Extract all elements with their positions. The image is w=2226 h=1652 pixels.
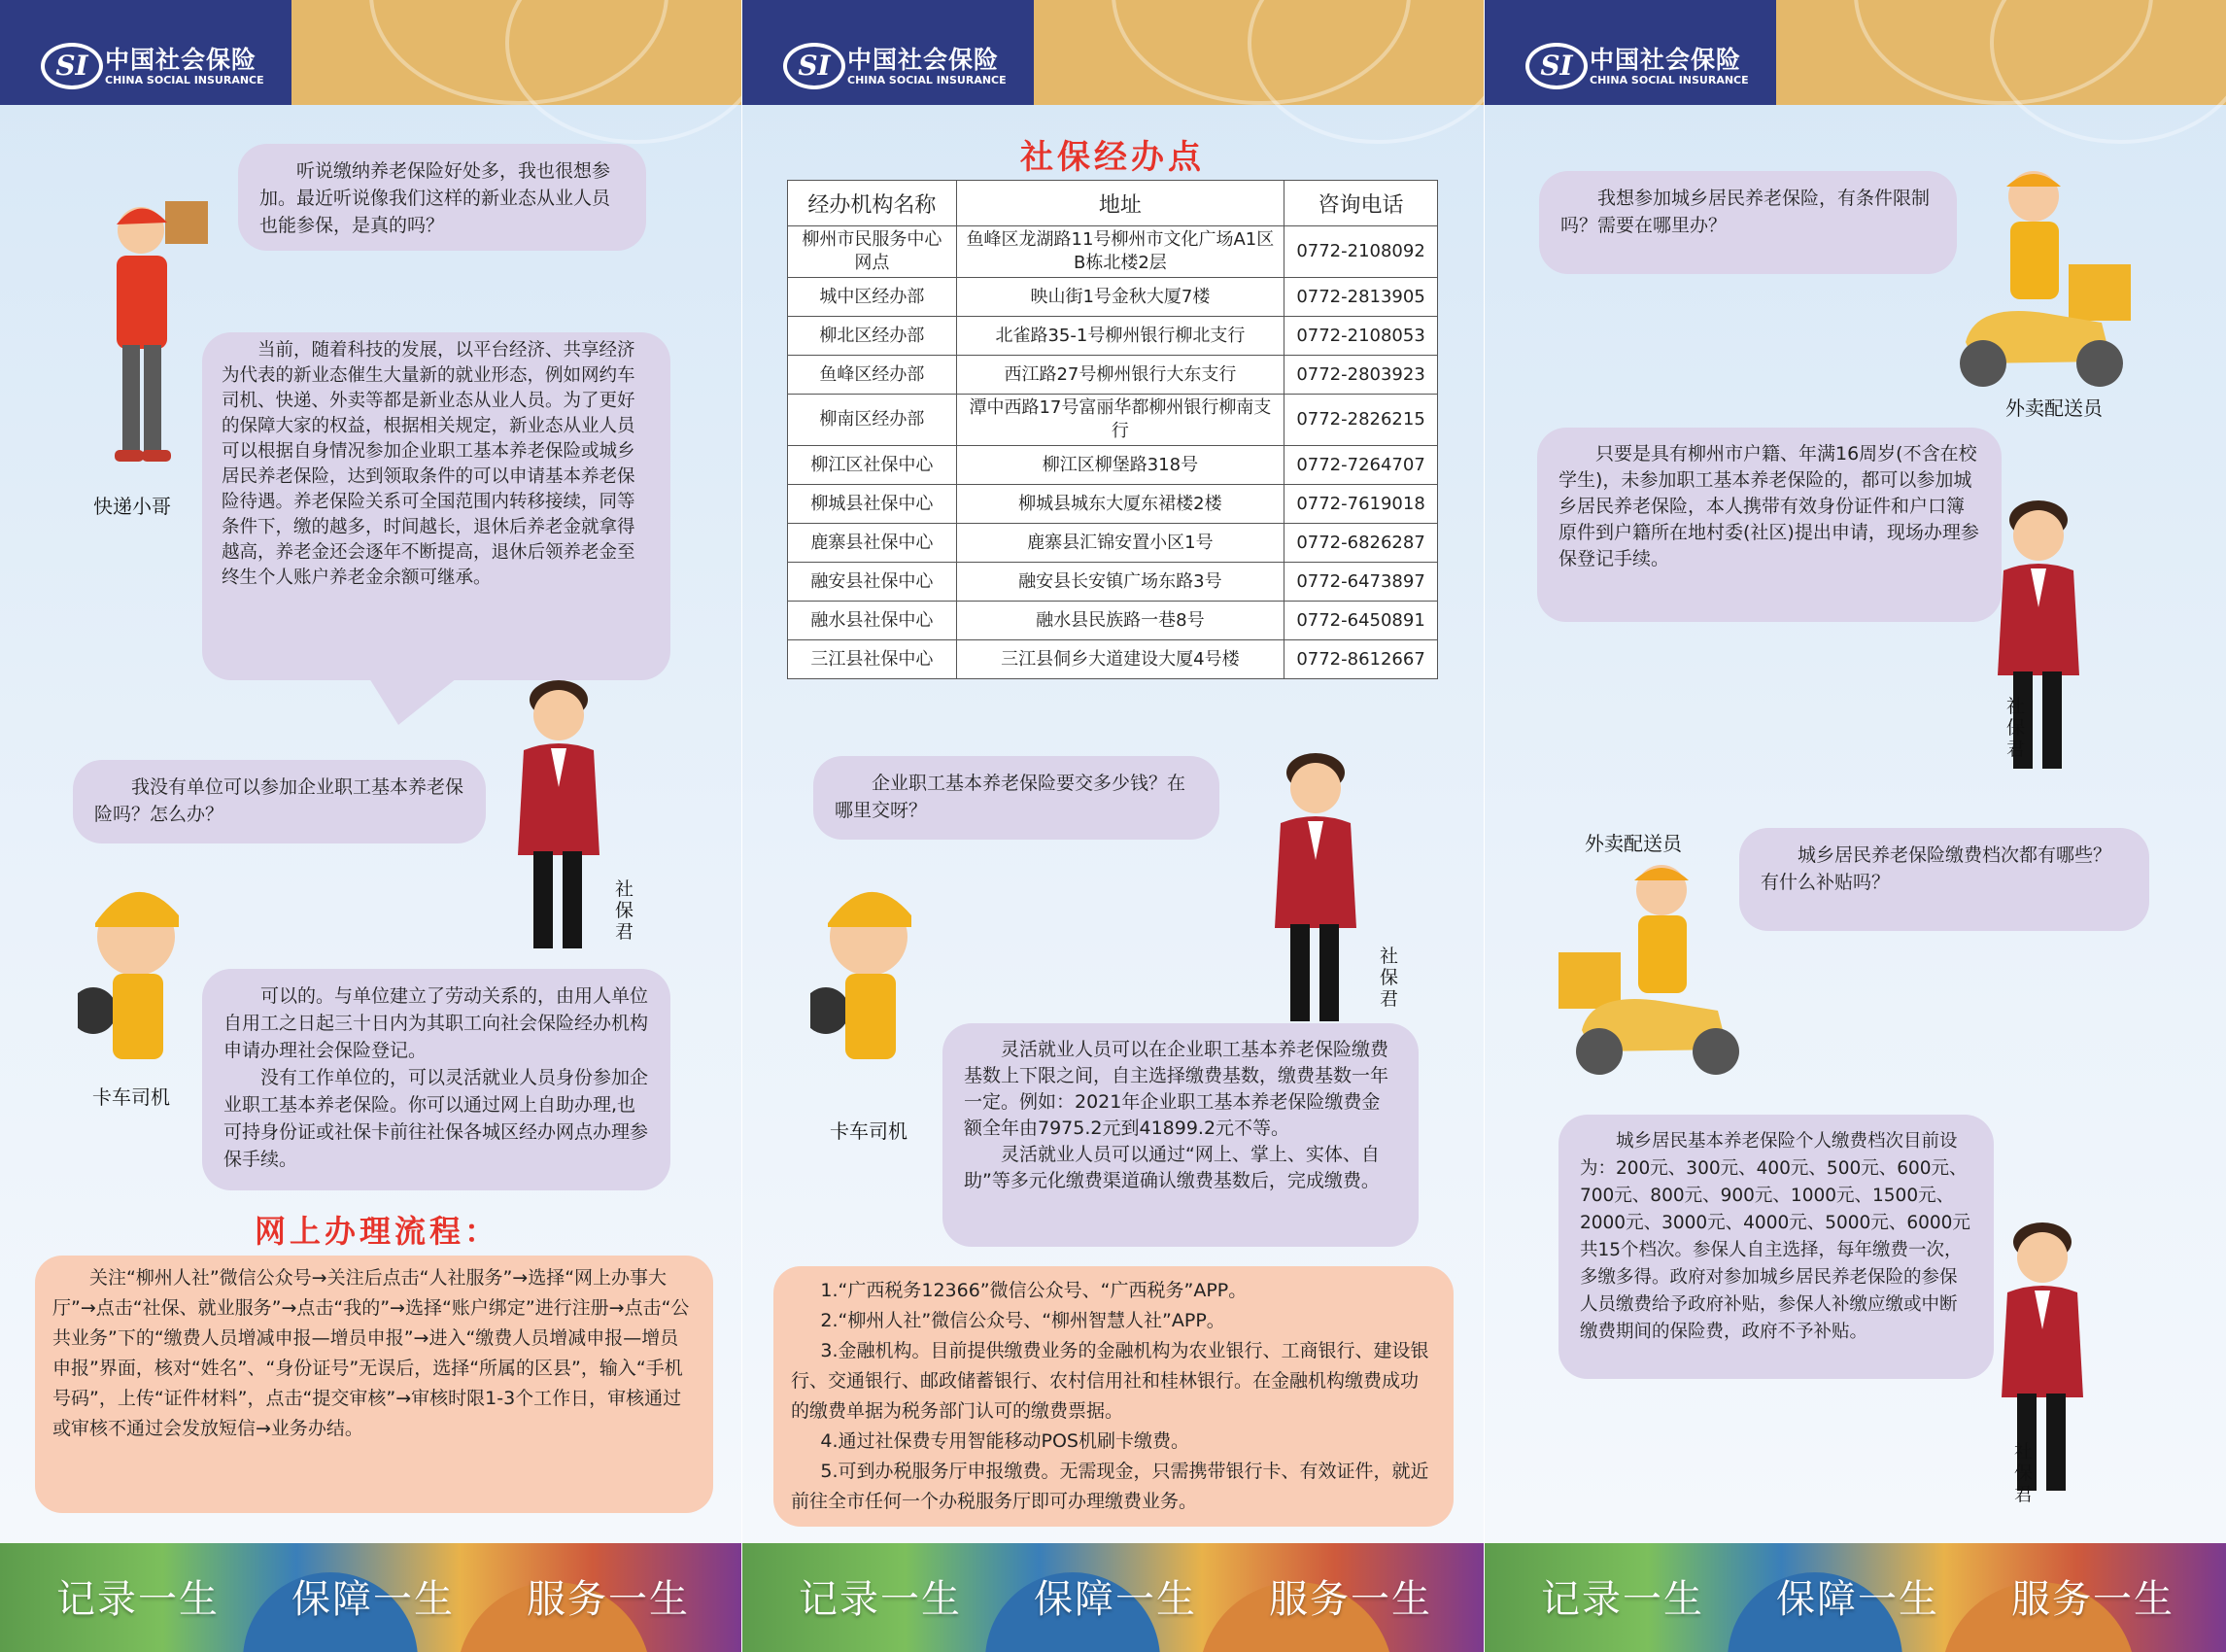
office-address-cell: 三江县侗乡大道建设大厦4号楼 [956,640,1284,679]
office-address-cell: 融安县长安镇广场东路3号 [956,563,1284,602]
table-row [788,226,1438,278]
table-header-row [788,181,1438,226]
brand-name-cn: 中国社会保险 [1590,46,1742,74]
slogan-3: 服务一生 [2011,1577,2175,1622]
answer-text: 当前，随着科技的发展，以平台经济、共享经济为代表的新业态催生大量新的就业形态，例如网约车司机、快递、外卖等都是新业态从业人员。为了更好的保障大家的权益，根据相关规定，新业态从业人员可以根据自身情况参加企业职工基本养老保险或城乡居民养老保险，达到领取条件的可以申请基本养老保险待遇。养老保险关系可全国范围内转移接续，同等条件下，缴的越多，时间越长，退休后养老金就拿得越高，养老金还会逐年不断提高，退休后领养老金至终生个人账户养老金余额可继承。 [222,340,635,588]
slogan-2: 保障一生 [1776,1577,1939,1622]
header-decoration [505,0,741,144]
office-address-cell: 潭中西路17号富丽华都柳州银行柳南支行 [956,395,1284,446]
header-decoration [1990,0,2226,144]
header-bar [0,0,741,105]
column-header: 经办机构名称 [788,181,957,226]
courier-figure [87,189,214,481]
office-phone-cell: 0772-7619018 [1284,485,1438,524]
delivery-rider-figure [1936,157,2140,391]
office-address-cell: 柳江区柳堡路318号 [956,446,1284,485]
office-phone-cell: 0772-2826215 [1284,395,1438,446]
answer-text-p2: 灵活就业人员可以通过“网上、掌上、实体、自助”等多元化缴费渠道确认缴费基数后，完成缴费。 [964,1144,1380,1191]
office-name-cell: 融水县社保中心 [788,602,957,640]
office-address-cell: 西江路27号柳州银行大东支行 [956,356,1284,395]
answer-text-p1: 灵活就业人员可以在企业职工基本养老保险缴费基数上下限之间，自主选择缴费基数，缴费基数一年一定。例如：2021年企业职工基本养老保险缴费金额全年由7975.2元到41899.2元不等。 [964,1039,1389,1139]
table-row [788,356,1438,395]
payment-channel-5: 5.可到办税服务厅申报缴费。无需现金，只需携带银行卡、有效证件，就近前往全市任何一个办税服务厅即可办理缴费业务。 [791,1461,1429,1512]
office-name-cell: 柳南区经办部 [788,395,957,446]
delivery-rider-figure [1553,855,1757,1079]
question-bubble-1 [238,144,646,251]
footer-bar [742,1543,1484,1652]
answer-bubble-3 [942,1023,1419,1247]
slogan-1: 记录一生 [1541,1577,1704,1622]
agent-label: 社保君 [1380,946,1399,1010]
online-process-text: 关注“柳州人社”微信公众号→关注后点击“人社服务”→选择“网上办事大厅”→点击“社保、就业服务”→点击“我的”→选择“账户绑定”进行注册→点击“公共业务”下的“缴费人员增减申报—增员申报”→进入“缴费人员增减申报—增员申报”界面，核对“姓名”、“身份证号”无误后，选择“所属的区县”，输入“手机号码”，上传“证件材料”，点击“提交审核”→审核时限1-3个工作日，审核通过或审核不通过会发放短信→业务办结。 [52,1267,690,1439]
office-name-cell: 柳州市民服务中心网点 [788,226,957,278]
agent-label: 社保君 [2006,696,2026,760]
header-logo-area [742,0,1034,105]
answer-bubble-2 [202,969,670,1190]
panel-2 [742,0,1484,1652]
bubble-tail [369,678,457,725]
brand-name-en: CHINA SOCIAL INSURANCE [105,74,264,86]
office-phone-cell: 0772-2108053 [1284,317,1438,356]
delivery-rider-label: 外卖配送员 [2005,396,2103,420]
table-row [788,602,1438,640]
payment-channel-3: 3.金融机构。目前提供缴费业务的金融机构为农业银行、工商银行、建设银行、交通银行、邮政储蓄银行、农村信用社和桂林银行。在金融机构缴费成功的缴费单据为税务部门认可的缴费票据。 [791,1340,1429,1422]
office-name-cell: 城中区经办部 [788,278,957,317]
office-address-cell: 鹿寨县汇锦安置小区1号 [956,524,1284,563]
trucker-label: 卡车司机 [830,1119,908,1143]
table-row [788,563,1438,602]
si-logo-icon: SI [1525,43,1588,89]
delivery-rider-label: 外卖配送员 [1585,832,1682,855]
office-phone-cell: 0772-2813905 [1284,278,1438,317]
question-bubble-3 [813,756,1219,840]
office-phone-cell: 0772-6826287 [1284,524,1438,563]
table-row [788,278,1438,317]
question-text: 城乡居民养老保险缴费档次都有哪些？有什么补贴吗？ [1761,844,2112,893]
offices-title: 社保经办点 [1020,138,1205,177]
courier-label: 快递小哥 [93,495,171,518]
slogan-3: 服务一生 [527,1577,690,1622]
office-phone-cell: 0772-2803923 [1284,356,1438,395]
online-process-box [35,1256,713,1513]
office-name-cell: 柳城县社保中心 [788,485,957,524]
agent-label: 社保君 [615,878,634,943]
slogan-1: 记录一生 [799,1577,962,1622]
answer-bubble-5 [1558,1115,1994,1379]
office-name-cell: 柳江区社保中心 [788,446,957,485]
answer-bubble-1 [202,332,670,680]
agent-figure [1974,1213,2110,1504]
question-text: 我想参加城乡居民养老保险，有条件限制吗？需要在哪里办？ [1560,188,1931,236]
header-bar [1485,0,2226,105]
brand-name-cn: 中国社会保险 [847,46,1000,74]
table-body [788,226,1438,679]
slogan-2: 保障一生 [1034,1577,1197,1622]
office-phone-cell: 0772-2108092 [1284,226,1438,278]
office-address-cell: 柳城县城东大厦东裙楼2楼 [956,485,1284,524]
header-logo-area [1485,0,1776,105]
offices-table [787,180,1438,679]
answer-text-p1: 可以的。与单位建立了劳动关系的，由用人单位自用工之日起三十日内为其职工向社会保险经办机构申请办理社会保险登记。 [223,985,649,1061]
panel-3 [1485,0,2226,1652]
answer-text: 只要是具有柳州市户籍、年满16周岁(不含在校学生)，未参加职工基本养老保险的，都可以参加城乡居民养老保险，本人携带有效身份证件和户口簿原件到户籍所在地村委(社区)提出申请，现场办理参保登记手续。 [1558,443,1979,569]
answer-bubble-4 [1537,428,2002,622]
si-logo-icon: SI [783,43,845,89]
payment-channel-2: 2.“柳州人社”微信公众号、“柳州智慧人社”APP。 [820,1310,1225,1331]
question-bubble-2 [73,760,486,843]
answer-text: 城乡居民基本养老保险个人缴费档次目前设为：200元、300元、400元、500元、600元、700元、800元、900元、1000元、1500元、2000元、3000元、4000元、5000元、6000元共15个档次。参保人自主选择，每年缴费一次，多缴多得。政府对参加城乡居民养老保险的参保人员缴费给予政府补贴，参保人补缴应缴或中断缴费期间的保险费，政府不予补贴。 [1580,1131,1970,1342]
brand-name-en: CHINA SOCIAL INSURANCE [847,74,1007,86]
si-logo-icon: SI [41,43,103,89]
trucker-label: 卡车司机 [92,1085,170,1109]
office-phone-cell: 0772-6450891 [1284,602,1438,640]
column-header: 咨询电话 [1284,181,1438,226]
office-name-cell: 柳北区经办部 [788,317,957,356]
brand-name-cn: 中国社会保险 [105,46,257,74]
slogan-3: 服务一生 [1269,1577,1432,1622]
table-row [788,395,1438,446]
brand-name-en: CHINA SOCIAL INSURANCE [1590,74,1749,86]
panel-1 [0,0,741,1652]
question-text: 企业职工基本养老保险要交多少钱？在哪里交呀？ [835,773,1186,821]
trucker-figure [78,865,194,1079]
footer-bar [0,1543,741,1652]
payment-channels-box [773,1266,1454,1527]
office-name-cell: 融安县社保中心 [788,563,957,602]
office-name-cell: 三江县社保中心 [788,640,957,679]
agent-figure [491,671,627,962]
office-phone-cell: 0772-7264707 [1284,446,1438,485]
footer-bar [1485,1543,2226,1652]
table-row [788,524,1438,563]
question-bubble-4 [1539,171,1957,274]
trucker-figure [810,865,927,1079]
slogan-2: 保障一生 [291,1577,455,1622]
agent-figure [1248,743,1384,1025]
office-name-cell: 鹿寨县社保中心 [788,524,957,563]
slogan-1: 记录一生 [56,1577,220,1622]
question-text: 听说缴纳养老保险好处多，我也很想参加。最近听说像我们这样的新业态从业人员也能参保，是真的吗？ [259,160,611,236]
table-row [788,485,1438,524]
agent-figure [1970,491,2106,782]
header-decoration [1248,0,1484,144]
office-name-cell: 鱼峰区经办部 [788,356,957,395]
office-address-cell: 映山街1号金秋大厦7楼 [956,278,1284,317]
question-text: 我没有单位可以参加企业职工基本养老保险吗？怎么办？ [94,776,464,825]
question-bubble-5 [1739,828,2149,931]
office-phone-cell: 0772-6473897 [1284,563,1438,602]
answer-text-p2: 没有工作单位的，可以灵活就业人员身份参加企业职工基本养老保险。你可以通过网上自助办理,也可持身份证或社保卡前往社保各城区经办网点办理参保手续。 [223,1067,649,1170]
payment-channel-1: 1.“广西税务12366”微信公众号、“广西税务”APP。 [820,1280,1248,1301]
table-row [788,640,1438,679]
office-address-cell: 融水县民族路一巷8号 [956,602,1284,640]
table-row [788,317,1438,356]
office-address-cell: 鱼峰区龙湖路11号柳州市文化广场A1区B栋北楼2层 [956,226,1284,278]
online-process-title: 网上办理流程： [255,1213,500,1250]
agent-label: 社保君 [2014,1441,2034,1505]
header-bar [742,0,1484,105]
column-header: 地址 [956,181,1284,226]
table-row [788,446,1438,485]
office-address-cell: 北雀路35-1号柳州银行柳北支行 [956,317,1284,356]
office-phone-cell: 0772-8612667 [1284,640,1438,679]
payment-channel-4: 4.通过社保费专用智能移动POS机刷卡缴费。 [820,1430,1189,1452]
header-logo-area [0,0,291,105]
